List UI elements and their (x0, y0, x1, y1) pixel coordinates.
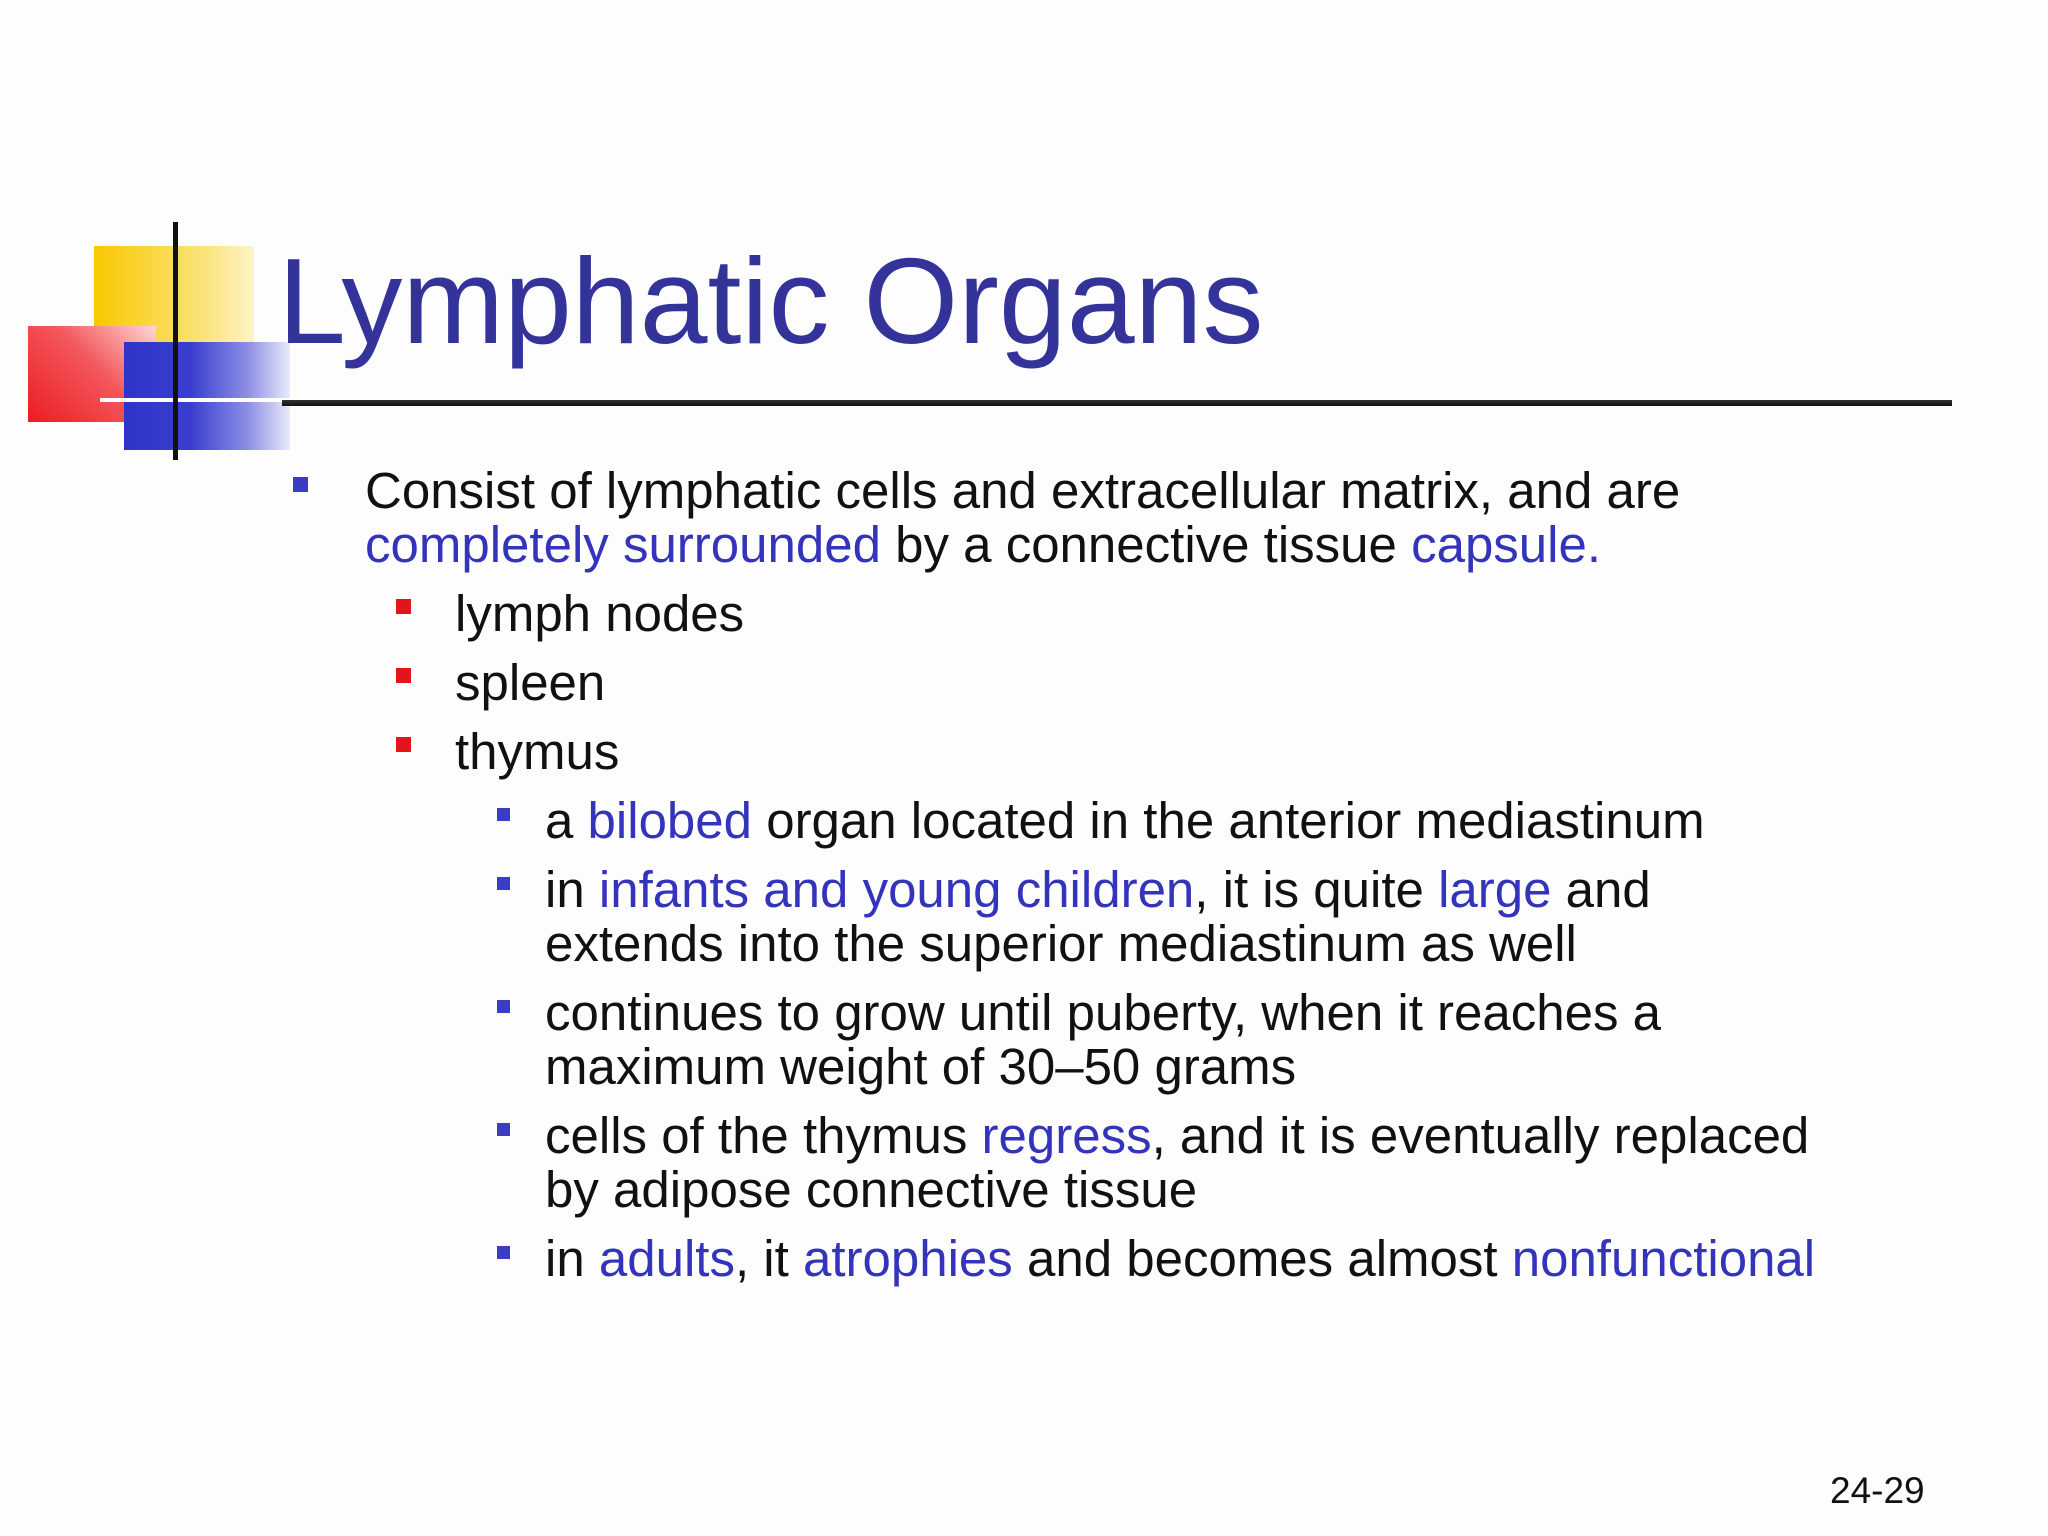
bullet-square-icon (396, 737, 411, 752)
organ-item: lymph nodes (455, 585, 745, 642)
bullet-square-icon (497, 1123, 510, 1136)
page-number: 24-29 (1830, 1470, 1925, 1511)
bullet-square-icon (497, 877, 510, 890)
level1-line2 (365, 517, 1601, 573)
highlight-text: atrophies (802, 1230, 1013, 1287)
white-line-decoration (100, 398, 290, 402)
plain-text: , and it is eventually replaced (1151, 1107, 1810, 1164)
thymus-point-3: continues to grow until puberty, when it reaches a (545, 984, 1662, 1041)
highlight-text: nonfunctional (1511, 1230, 1816, 1287)
highlight-text: completely surrounded (365, 516, 881, 573)
highlight-text: capsule. (1411, 516, 1602, 573)
plain-text: by a connective tissue (880, 516, 1412, 573)
thymus-point-4 (545, 1108, 1809, 1164)
slide-title: Lymphatic Organs (278, 233, 1264, 369)
level1-line1: Consist of lymphatic cells and extracellular matrix, and are (365, 462, 1681, 519)
plain-text: a (545, 792, 588, 849)
thymus-point-4-line2: by adipose connective tissue (545, 1161, 1198, 1218)
highlight-text: adults (598, 1230, 735, 1287)
highlight-text: bilobed (587, 792, 753, 849)
bullet-square-icon (293, 477, 308, 492)
plain-text: in (545, 861, 599, 918)
title-rule (282, 400, 1952, 406)
plain-text: and becomes almost (1012, 1230, 1512, 1287)
plain-text: in (545, 1230, 599, 1287)
blue-square-decoration (124, 342, 290, 450)
bullet-square-icon (497, 808, 510, 821)
highlight-text: infants and young children (598, 861, 1195, 918)
highlight-text: large (1438, 861, 1552, 918)
bullet-square-icon (497, 1000, 510, 1013)
thymus-point-2 (545, 862, 1651, 918)
bullet-square-icon (497, 1246, 510, 1259)
highlight-text: regress (981, 1107, 1152, 1164)
plain-text: , it is quite (1194, 861, 1439, 918)
vertical-line-decoration (173, 222, 178, 460)
plain-text: , it (734, 1230, 803, 1287)
thymus-point-1 (545, 793, 1705, 849)
plain-text: cells of the thymus (545, 1107, 982, 1164)
organ-item: spleen (455, 654, 606, 711)
thymus-point-2-line2: extends into the superior mediastinum as well (545, 915, 1577, 972)
plain-text: organ located in the anterior mediastinum (752, 792, 1705, 849)
organ-item: thymus (455, 723, 620, 780)
bullet-square-icon (396, 599, 411, 614)
thymus-point-5 (545, 1231, 1815, 1287)
plain-text: and (1551, 861, 1651, 918)
bullet-square-icon (396, 668, 411, 683)
thymus-point-3-line2: maximum weight of 30–50 grams (545, 1038, 1297, 1095)
